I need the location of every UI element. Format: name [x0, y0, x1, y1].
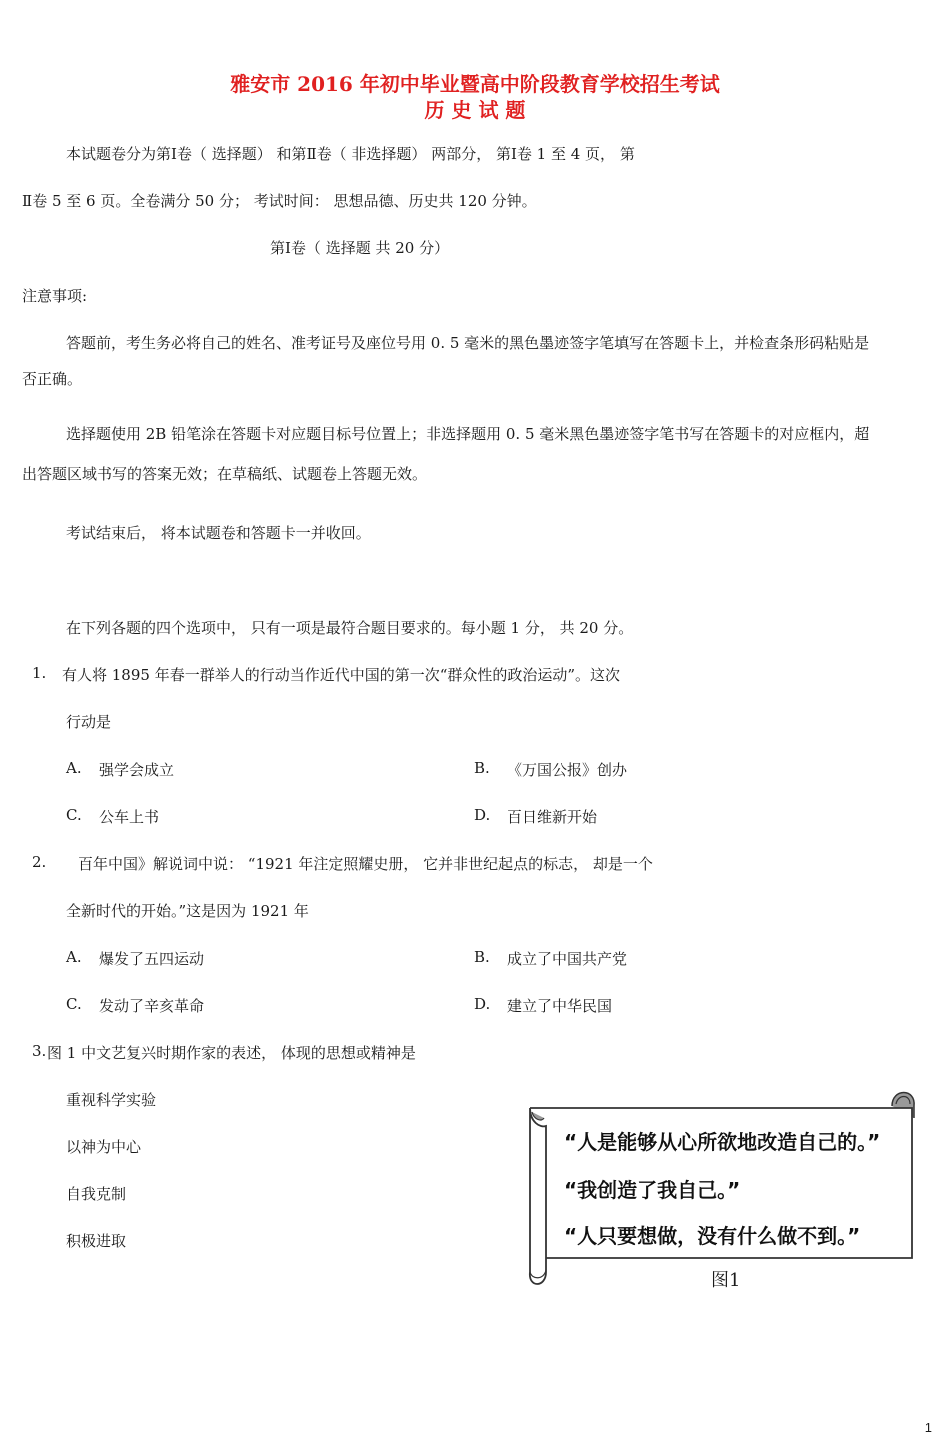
section-title: 第Ⅰ卷（ 选择题 共 20 分） [270, 239, 450, 257]
figure-1-quote-1: “人是能够从心所欲地改造自己的。” [564, 1130, 881, 1154]
notice-item-1-line-1: 答题前，考生务必将自己的姓名、准考证号及座位号用 0. 5 毫米的黑色墨迹签字笔填写在答题卡上，并检查条形码粘贴是 [66, 334, 870, 352]
question-2-option-b-key: B. [474, 948, 490, 966]
figure-1-label: 图1 [711, 1270, 741, 1291]
question-2-number: 2. [32, 853, 47, 871]
notice-item-2-line-2: 出答题区域书写的答案无效；在草稿纸、试题卷上答题无效。 [22, 465, 428, 483]
question-2-stem-line-1: 百年中国》解说词中说： “1921 年注定照耀史册， 它并非世纪起点的标志， 却是一个 [78, 855, 653, 873]
question-3-number: 3. [32, 1042, 47, 1060]
question-2-option-a: 爆发了五四运动 [99, 950, 205, 968]
notice-item-1-line-2: 否正确。 [22, 370, 83, 388]
instruction: 在下列各题的四个选项中， 只有一项是最符合题目要求的。每小题 1 分， 共 20 分。 [66, 619, 634, 637]
figure-1-scroll [524, 1082, 920, 1288]
question-1-option-c: 公车上书 [99, 808, 160, 826]
question-1-option-b: 《万国公报》创办 [507, 761, 628, 779]
exam-subject: 历 史 试 题 [424, 98, 526, 122]
question-2-option-a-key: A. [66, 948, 82, 966]
question-3-stem: 图 1 中文艺复兴时期作家的表述， 体现的思想或精神是 [47, 1044, 416, 1062]
question-1-stem-line-2: 行动是 [66, 713, 112, 731]
notice-item-2-line-1: 选择题使用 2B 铅笔涂在答题卡对应题目标号位置上；非选择题用 0. 5 毫米黑色墨迹签字笔书写在答题卡的对应框内，超 [66, 425, 870, 443]
question-2-option-d-key: D. [474, 995, 491, 1013]
page-number: 1 [924, 1420, 932, 1435]
question-3-option-2: 以神为中心 [66, 1138, 142, 1156]
question-2-option-c: 发动了辛亥革命 [99, 997, 205, 1015]
notice-heading: 注意事项: [22, 287, 88, 305]
question-2-option-d: 建立了中华民国 [507, 997, 613, 1015]
figure-1-quote-3: “人只要想做，没有什么做不到。” [564, 1224, 861, 1248]
question-1-option-a: 强学会成立 [99, 761, 175, 779]
question-3-option-1: 重视科学实验 [66, 1091, 157, 1109]
exam-title: 雅安市 2016 年初中毕业暨高中阶段教育学校招生考试 [230, 72, 720, 96]
intro-line-1: 本试题卷分为第Ⅰ卷（ 选择题） 和第Ⅱ卷（ 非选择题） 两部分， 第Ⅰ卷 1 至 4 页， 第 [66, 145, 635, 163]
question-1-option-d: 百日维新开始 [507, 808, 598, 826]
question-3-option-3: 自我克制 [66, 1185, 127, 1203]
notice-item-3: 考试结束后， 将本试题卷和答题卡一并收回。 [66, 524, 371, 542]
question-1-option-d-key: D. [474, 806, 491, 824]
question-2-stem-line-2: 全新时代的开始。”这是因为 1921 年 [66, 902, 309, 920]
question-1-number: 1. [32, 664, 47, 682]
question-1-stem-line-1: 有人将 1895 年春一群举人的行动当作近代中国的第一次“群众性的政治运动”。这次 [62, 666, 621, 684]
question-1-option-b-key: B. [474, 759, 490, 777]
figure-1-quote-2: “我创造了我自己。” [564, 1178, 741, 1202]
question-2-option-b: 成立了中国共产党 [507, 950, 628, 968]
question-3-option-4: 积极进取 [66, 1232, 127, 1250]
intro-line-2: Ⅱ卷 5 至 6 页。全卷满分 50 分； 考试时间： 思想品德、历史共 120 分钟。 [22, 192, 537, 210]
question-1-option-c-key: C. [66, 806, 82, 824]
question-2-option-c-key: C. [66, 995, 82, 1013]
question-1-option-a-key: A. [66, 759, 82, 777]
